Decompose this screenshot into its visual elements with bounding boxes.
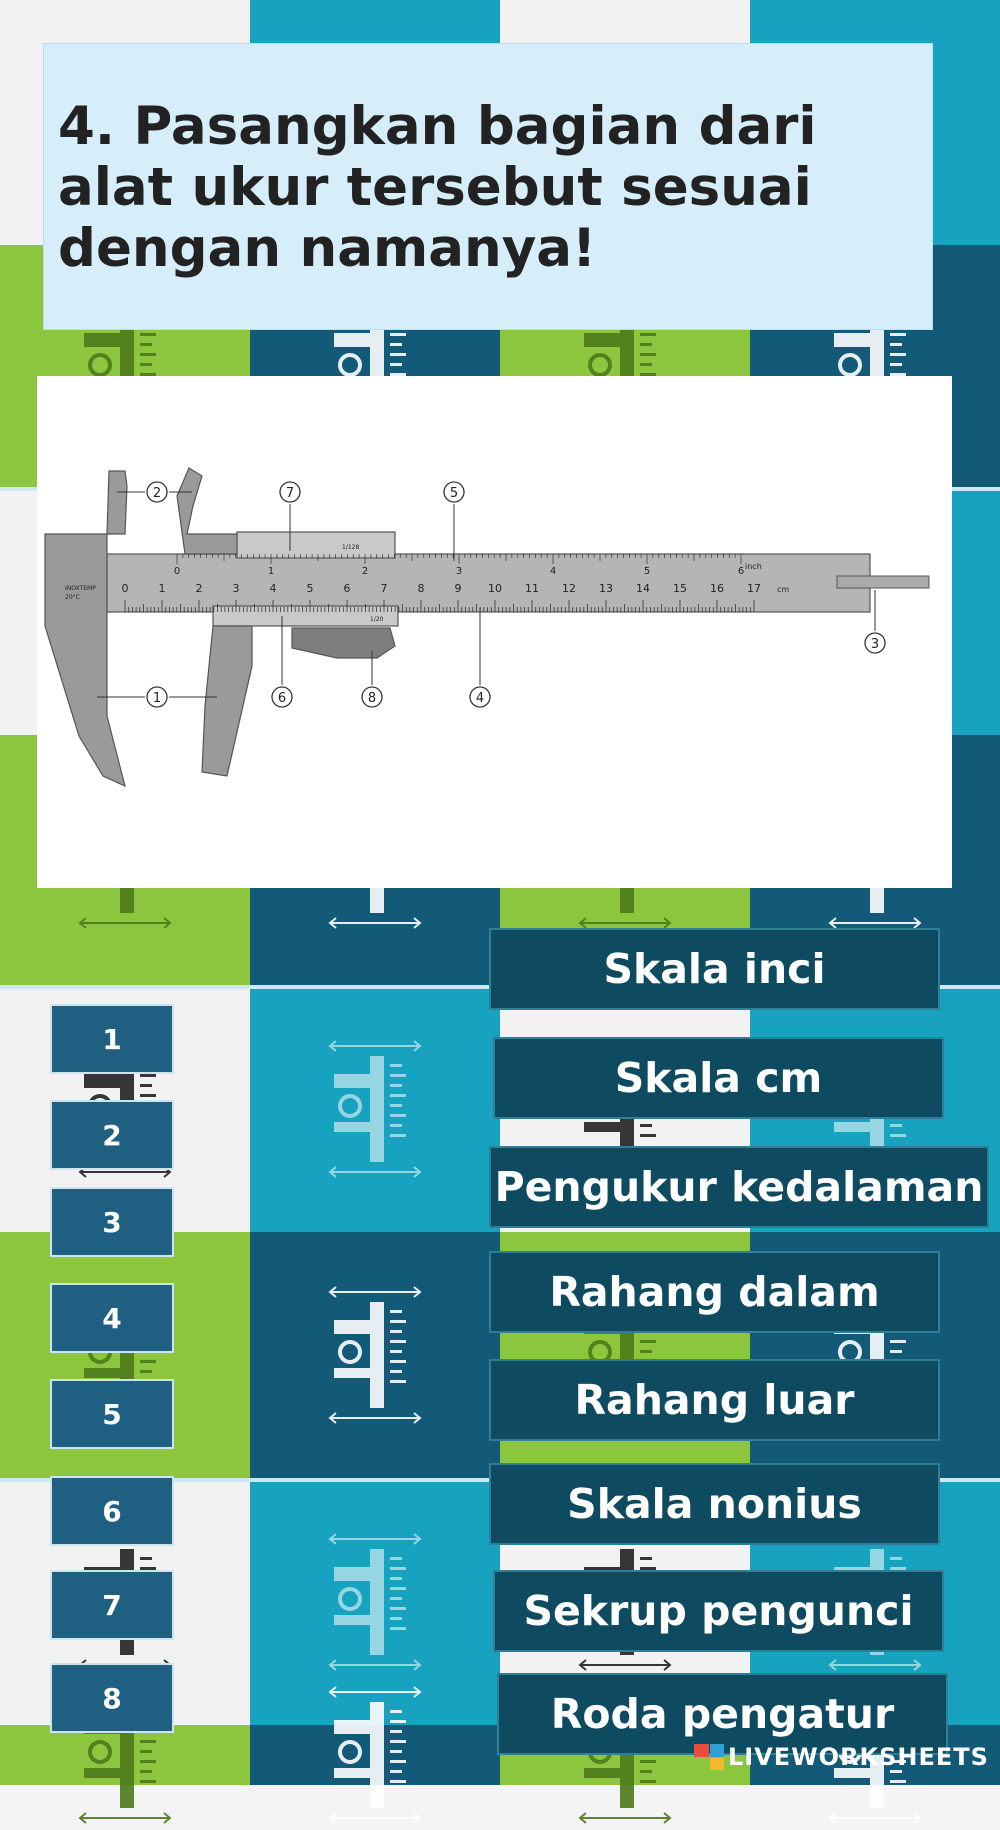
caliper-motif-icon <box>320 1680 430 1830</box>
number-text: 8 <box>102 1681 122 1715</box>
fixed-upper-jaw <box>107 471 127 534</box>
cm-scale-label: 13 <box>599 582 613 595</box>
marker-number: 5 <box>449 486 459 501</box>
label-text: Skala cm <box>614 1054 823 1102</box>
inch-scale-label: 6 <box>737 566 745 577</box>
number-text: 6 <box>102 1494 122 1528</box>
cm-scale-label: 16 <box>710 582 724 595</box>
inch-scale-label: 2 <box>361 566 369 577</box>
question-box <box>43 43 933 330</box>
depth-rod <box>837 576 929 588</box>
caliper-diagram <box>37 376 952 888</box>
label-text: Rahang luar <box>574 1376 855 1424</box>
marker-number: 8 <box>367 691 377 706</box>
number-box-7[interactable] <box>50 1570 174 1640</box>
sliding-upper-jaw <box>177 468 237 554</box>
brand-text-on-caliper: INOXTEMP <box>65 585 96 592</box>
cm-scale-label: 17 <box>747 582 761 595</box>
caliper-motif-icon <box>320 1527 430 1677</box>
inch-unit-label: inch <box>745 562 762 571</box>
background-tile <box>250 985 500 1232</box>
number-box-3[interactable] <box>50 1187 174 1257</box>
liveworksheets-brand <box>694 1743 989 1771</box>
question-text: 4. Pasangkan bagian dari alat ukur tersebut sesuai dengan namanya! <box>58 96 817 279</box>
cm-scale-label: 1 <box>158 582 166 595</box>
brand-text: LIVEWORKSHEETS <box>728 1743 989 1771</box>
sliding-lower-jaw <box>202 626 252 776</box>
number-text: 2 <box>102 1118 122 1152</box>
cm-scale-label: 11 <box>525 582 539 595</box>
number-box-4[interactable] <box>50 1283 174 1353</box>
marker-number: 1 <box>152 691 162 706</box>
vernier-top-label: 1/128 <box>342 544 360 551</box>
label-text: Skala inci <box>603 945 826 993</box>
label-pengukur-kedalaman[interactable] <box>489 1146 989 1228</box>
label-skala-inci[interactable] <box>489 928 940 1010</box>
cm-scale-label: 2 <box>195 582 203 595</box>
marker-number: 4 <box>475 691 485 706</box>
background-tile <box>250 1232 500 1478</box>
label-skala-cm[interactable] <box>493 1037 944 1119</box>
label-text: Sekrup pengunci <box>523 1587 914 1635</box>
label-text: Skala nonius <box>567 1480 862 1528</box>
caliper-figure <box>37 376 952 888</box>
inch-scale-label: 4 <box>549 566 557 577</box>
number-box-8[interactable] <box>50 1663 174 1733</box>
cm-scale-label: 10 <box>488 582 502 595</box>
inch-scale-label: 5 <box>643 566 651 577</box>
marker-number: 7 <box>285 486 295 501</box>
marker-number: 3 <box>870 637 880 652</box>
marker-number: 2 <box>152 486 162 501</box>
caliper-motif-icon <box>320 1280 430 1430</box>
cm-scale-label: 8 <box>417 582 425 595</box>
inch-scale-label: 3 <box>455 566 463 577</box>
upper-vernier-plate <box>237 532 395 558</box>
inch-scale-label: 0 <box>173 566 181 577</box>
cm-scale-label: 7 <box>380 582 388 595</box>
brand-text-on-caliper: 20°C <box>65 594 80 601</box>
label-sekrup-pengunci[interactable] <box>493 1570 944 1652</box>
liveworksheets-logo-icon <box>694 1744 724 1770</box>
number-text: 4 <box>102 1301 122 1335</box>
cm-scale-label: 4 <box>269 582 277 595</box>
label-rahang-dalam[interactable] <box>489 1251 940 1333</box>
number-text: 3 <box>102 1205 122 1239</box>
vernier-bottom-label: 1/20 <box>370 616 384 623</box>
inch-scale-label: 1 <box>267 566 275 577</box>
marker-number: 6 <box>277 691 287 706</box>
thumb-wheel <box>292 628 395 658</box>
label-text: Pengukur kedalaman <box>494 1163 984 1211</box>
background-tile <box>250 1725 500 1785</box>
label-text: Roda pengatur <box>550 1690 895 1738</box>
label-text: Rahang dalam <box>549 1268 880 1316</box>
number-box-6[interactable] <box>50 1476 174 1546</box>
cm-scale-label: 0 <box>121 582 129 595</box>
background-tile <box>0 1725 250 1785</box>
caliper-motif-icon <box>320 1034 430 1184</box>
number-text: 7 <box>102 1588 122 1622</box>
cm-unit-label: cm <box>777 585 790 594</box>
label-skala-nonius[interactable] <box>489 1463 940 1545</box>
number-box-2[interactable] <box>50 1100 174 1170</box>
cm-scale-label: 5 <box>306 582 314 595</box>
cm-scale-label: 14 <box>636 582 650 595</box>
number-text: 1 <box>102 1022 122 1056</box>
cm-scale-label: 15 <box>673 582 687 595</box>
number-text: 5 <box>102 1397 122 1431</box>
number-box-1[interactable] <box>50 1004 174 1074</box>
cm-scale-label: 12 <box>562 582 576 595</box>
cm-scale-label: 3 <box>232 582 240 595</box>
cm-scale-label: 9 <box>454 582 462 595</box>
label-rahang-luar[interactable] <box>489 1359 940 1441</box>
number-box-5[interactable] <box>50 1379 174 1449</box>
cm-scale-label: 6 <box>343 582 351 595</box>
